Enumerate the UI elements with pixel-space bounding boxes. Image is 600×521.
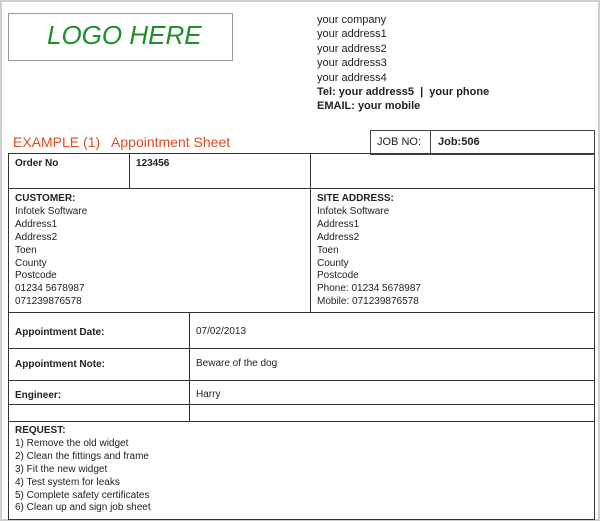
site-line: Address2 (317, 231, 360, 243)
request-item: 6) Clean up and sign job sheet (15, 502, 151, 514)
engineer-value: Harry (196, 389, 221, 400)
divider (9, 188, 594, 189)
divider (9, 380, 594, 381)
company-email: EMAIL: your mobile (317, 100, 421, 113)
appointment-date-value: 07/02/2013 (196, 326, 247, 337)
request-block (15, 425, 151, 515)
appointment-note-label: Appointment Note: (15, 359, 105, 370)
order-label: Order No (15, 158, 59, 169)
customer-line: Toen (15, 244, 37, 256)
appointment-note-value: Beware of the dog (196, 358, 278, 369)
company-line: your company (317, 14, 387, 26)
job-label: JOB NO: (377, 136, 422, 148)
divider (9, 312, 594, 313)
customer-line: Address2 (15, 231, 58, 243)
customer-heading: CUSTOMER: (15, 193, 76, 204)
request-item: 1) Remove the old widget (15, 437, 129, 449)
divider (189, 312, 190, 421)
logo-box (8, 13, 233, 61)
divider (430, 131, 431, 154)
job-number-box (370, 130, 595, 155)
customer-block (15, 193, 87, 309)
divider (9, 348, 594, 349)
request-heading: REQUEST: (15, 425, 66, 436)
customer-line: Postcode (15, 270, 57, 282)
customer-line: Infotek Software (15, 205, 88, 217)
job-value: Job:506 (438, 136, 480, 148)
engineer-label: Engineer: (15, 390, 62, 401)
divider (129, 154, 130, 188)
company-tel: Tel: your address5 | your phone (317, 86, 490, 99)
customer-line: 01234 5678987 (15, 283, 85, 295)
site-line: Toen (317, 244, 339, 256)
company-line: your address4 (317, 71, 387, 84)
company-line: your address2 (317, 42, 387, 55)
site-line: Address1 (317, 218, 360, 230)
customer-line: County (15, 257, 47, 269)
site-line: Postcode (317, 270, 359, 282)
company-info (317, 13, 489, 114)
request-item: 2) Clean the fittings and frame (15, 450, 149, 462)
customer-line: Address1 (15, 218, 58, 230)
site-line: Infotek Software (317, 205, 390, 217)
site-heading: SITE ADDRESS: (317, 193, 394, 204)
company-line: your address3 (317, 57, 387, 70)
request-item: 3) Fit the new widget (15, 463, 108, 475)
request-item: 4) Test system for leaks (15, 476, 120, 488)
divider (9, 421, 594, 422)
company-line: your address1 (317, 28, 387, 41)
divider (310, 154, 311, 312)
divider (9, 404, 594, 405)
document-title: EXAMPLE (1) Appointment Sheet (13, 134, 231, 150)
appointment-date-label: Appointment Date: (15, 327, 105, 338)
site-line: Mobile: 071239876578 (317, 296, 419, 308)
order-value: 123456 (136, 158, 170, 169)
logo-placeholder: LOGO HERE (47, 20, 202, 50)
request-item: 5) Complete safety certificates (15, 489, 150, 501)
site-line: Phone: 01234 5678987 (317, 283, 421, 295)
site-line: County (317, 257, 349, 269)
site-address-block (317, 193, 421, 309)
customer-line: 071239876578 (15, 296, 82, 308)
appointment-table (8, 153, 595, 520)
